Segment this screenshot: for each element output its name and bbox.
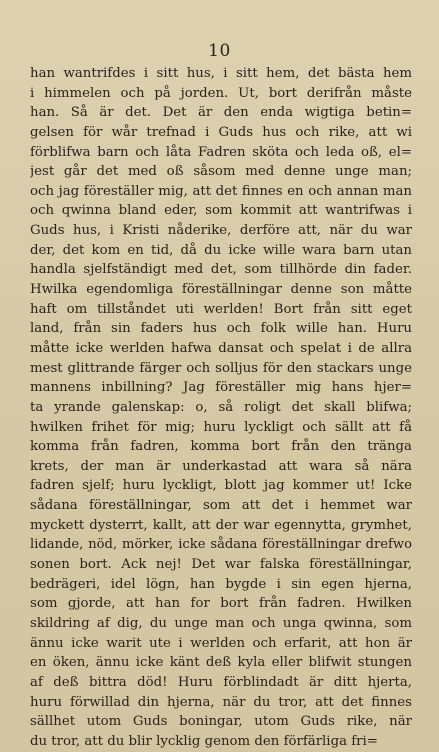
text-line: Hwilka egendomliga föreställningar denne son måtte	[30, 282, 412, 298]
text-line: förblifwa barn och låta Fadren sköta och leda oß, el=	[30, 144, 412, 160]
text-line: krets, der man är underkastad att wara så nära	[30, 458, 412, 474]
text-line: gelsen för wår trefnad i Guds hus och rike, att wi	[30, 124, 412, 140]
text-line: mest glittrande färger och solljus för den stackars unge	[30, 360, 412, 376]
text-line: af deß bittra död! Huru förblindadt är ditt hjerta,	[30, 674, 412, 690]
text-line: sällhet utom Guds boningar, utom Guds rike, när	[30, 714, 412, 730]
text-line: jest går det med oß såsom med denne unge man;	[30, 164, 412, 180]
text-line: huru förwillad din hjerna, när du tror, att det finnes	[30, 694, 412, 710]
text-line: sonen bort. Ack nej! Det war falska föreställningar,	[30, 557, 412, 573]
text-line: du tror, att du blir lycklig genom den förfärliga fri=	[30, 733, 378, 749]
text-line: och jag föreställer mig, att det finnes en och annan man	[30, 183, 412, 199]
text-line: handla sjelfständigt med det, som tillhörde din fader.	[30, 262, 412, 278]
text-line: en öken, ännu icke känt deß kyla eller blifwit stungen	[30, 655, 412, 671]
text-line: och qwinna bland eder, som kommit att wantrifwas i	[30, 203, 412, 219]
text-line: haft om tillståndet uti werlden! Bort från sitt eget	[30, 301, 412, 317]
text-line: Guds hus, i Kristi nåderike, derföre att, när du war	[30, 223, 412, 239]
text-line: myckett dysterrt, kallt, att der war egennytta, grymhet,	[30, 517, 412, 533]
text-line: bedrägeri, idel lögn, han bygde i sin egen hjerna,	[30, 576, 412, 592]
text-line: hwilken frihet för mig; huru lyckligt och sällt att få	[30, 419, 412, 435]
text-line: han wantrifdes i sitt hus, i sitt hem, det bästa hem	[30, 66, 412, 81]
text-line: mannens inbillning? Jag föreställer mig hans hjer=	[30, 380, 412, 396]
text-line: i himmelen och på jorden. Ut, bort derifrån måste	[30, 85, 412, 101]
text-line: han. Så är det. Det är den enda wigtiga betin=	[30, 105, 412, 121]
page-number: 10	[208, 41, 231, 61]
text-line: skildring af dig, du unge man och unga qwinna, som	[30, 615, 412, 631]
text-line: måtte icke werlden hafwa dansat och spelat i de allra	[30, 340, 412, 356]
text-line: som gjorde, att han for bort från fadren. Hwilken	[30, 596, 412, 612]
text-line: komma från fadren, komma bort från den tränga	[30, 439, 412, 455]
text-line: land, från sin faders hus och folk wille han. Huru	[30, 321, 412, 337]
text-line: ännu icke warit ute i werlden och erfarit, att hon är	[30, 635, 412, 651]
body-text	[30, 64, 412, 751]
text-line: ta yrande galenskap: o, så roligt det skall blifwa;	[30, 399, 412, 415]
text-line: sådana föreställningar, som att det i hemmet war	[30, 498, 412, 514]
text-line: der, det kom en tid, då du icke wille wara barn utan	[30, 242, 412, 258]
text-line: lidande, nöd, mörker, icke sådana föreställningar drefwo	[30, 537, 412, 553]
text-line: fadren sjelf; huru lyckligt, blott jag kommer ut! Icke	[30, 478, 412, 494]
